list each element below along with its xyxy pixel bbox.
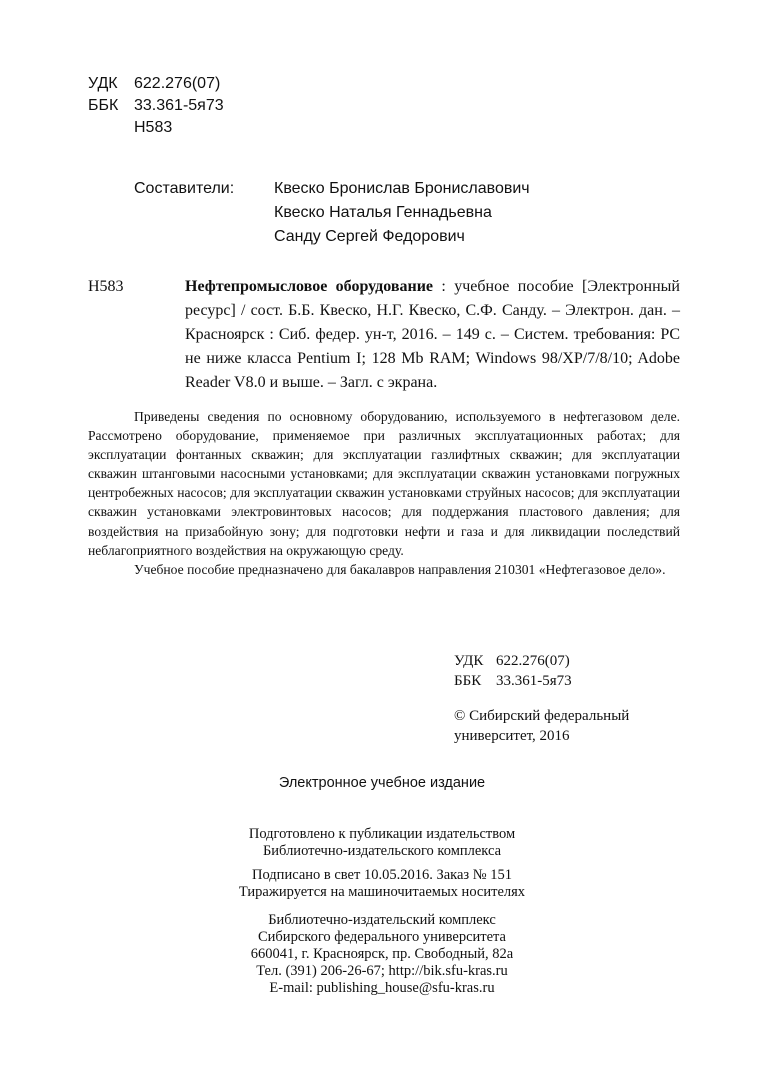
- publisher-line: Библиотечно-издательский комплекс: [268, 912, 496, 928]
- copyright-notice: [454, 706, 629, 746]
- compiler-name: Санду Сергей Федорович: [274, 228, 465, 245]
- copyright-line: © Сибирский федеральный: [454, 708, 630, 724]
- entry-description: : учебное пособие [Электронный ресурс] / сост. Б.Б. Квеско, Н.Г. Квеско, С.Ф. Санду. – Электрон. дан. – Красноярск : Сиб. федер. ун-т, 2016. – 149 с. – Систем. требования: PC не ниже класса Pentium I; 128 Mb RAM; Windows 98/XP/7/8/10; Adobe Reader V8.0 и выше. – Загл. с экрана.: [185, 278, 680, 391]
- compilers-names: [274, 177, 530, 249]
- bbk-row: [88, 95, 224, 117]
- prepared-line: Библиотечно-издательского комплекса: [262, 843, 502, 859]
- signing-info: [0, 867, 764, 901]
- bottom-bbk-label: ББК: [454, 673, 482, 689]
- publisher-email: E-mail: publishing_house@sfu-kras.ru: [269, 980, 495, 996]
- publisher-phone: Тел. (391) 206-26-67; http://bik.sfu-kras.ru: [256, 963, 508, 979]
- copyright-line: университет, 2016: [454, 728, 570, 744]
- udk-row: [88, 73, 224, 95]
- publisher-info: [0, 912, 764, 997]
- catalog-entry: [88, 275, 680, 395]
- bottom-udk-value: 622.276(07): [496, 653, 570, 669]
- prepared-line: Подготовлено к публикации издательством: [248, 826, 516, 842]
- edition-type: Электронное учебное издание: [278, 775, 486, 791]
- prepared-by: [0, 826, 764, 860]
- signing-line: Подписано в свет 10.05.2016. Заказ № 151: [252, 867, 512, 883]
- compiler-name: Квеско Наталья Геннадьевна: [274, 204, 492, 221]
- classification-block: [88, 73, 224, 139]
- udk-value: 622.276(07): [134, 75, 221, 92]
- bottom-bbk-row: [454, 671, 572, 691]
- publisher-address: 660041, г. Красноярск, пр. Свободный, 82а: [250, 946, 514, 962]
- annotation-paragraph: Приведены сведения по основному оборудованию, используемого в нефтегазовом деле. Рассмотрено оборудование, применяемое при различных эксплуатационных работах; для эксплуатации фонтанных скважин; для эксплуатации газлифтных скважин; для эксплуатации скважин штанговыми насосными установками; для эксплуатации скважин установками погружных центробежных насосов; для эксплуатации скважин установками струйных насосов; для эксплуатации скважин установками электровинтовых насосов; для поддержания пластового давления; для воздействия на призабойную зону; для подготовки нефти и газа и для ликвидации последствий неблагоприятного воздействия на окружающую среду.: [88, 409, 680, 558]
- book-title: Нефтепромысловое оборудование: [185, 278, 434, 295]
- signing-line: Тиражируется на машиночитаемых носителях: [238, 884, 526, 900]
- bbk-value: 33.361-5я73: [134, 97, 224, 114]
- annotation: [88, 407, 680, 579]
- publisher-line: Сибирского федерального университета: [258, 929, 506, 945]
- annotation-paragraph: Учебное пособие предназначено для бакалавров направления 210301 «Нефтегазовое дело».: [134, 561, 666, 577]
- bottom-bbk-value: 33.361-5я73: [496, 673, 572, 689]
- compilers-block: [134, 177, 530, 249]
- bottom-udk-label: УДК: [454, 653, 484, 669]
- entry-text: [185, 275, 680, 395]
- bottom-codes: [454, 651, 572, 691]
- entry-code: Н583: [88, 278, 124, 295]
- author-mark: Н583: [134, 119, 173, 136]
- compiler-name: Квеско Бронислав Брониславович: [274, 180, 530, 197]
- bottom-udk-row: [454, 651, 572, 671]
- bbk-label: ББК: [88, 97, 119, 114]
- compilers-label: Составители:: [134, 180, 235, 197]
- udk-label: УДК: [88, 75, 118, 92]
